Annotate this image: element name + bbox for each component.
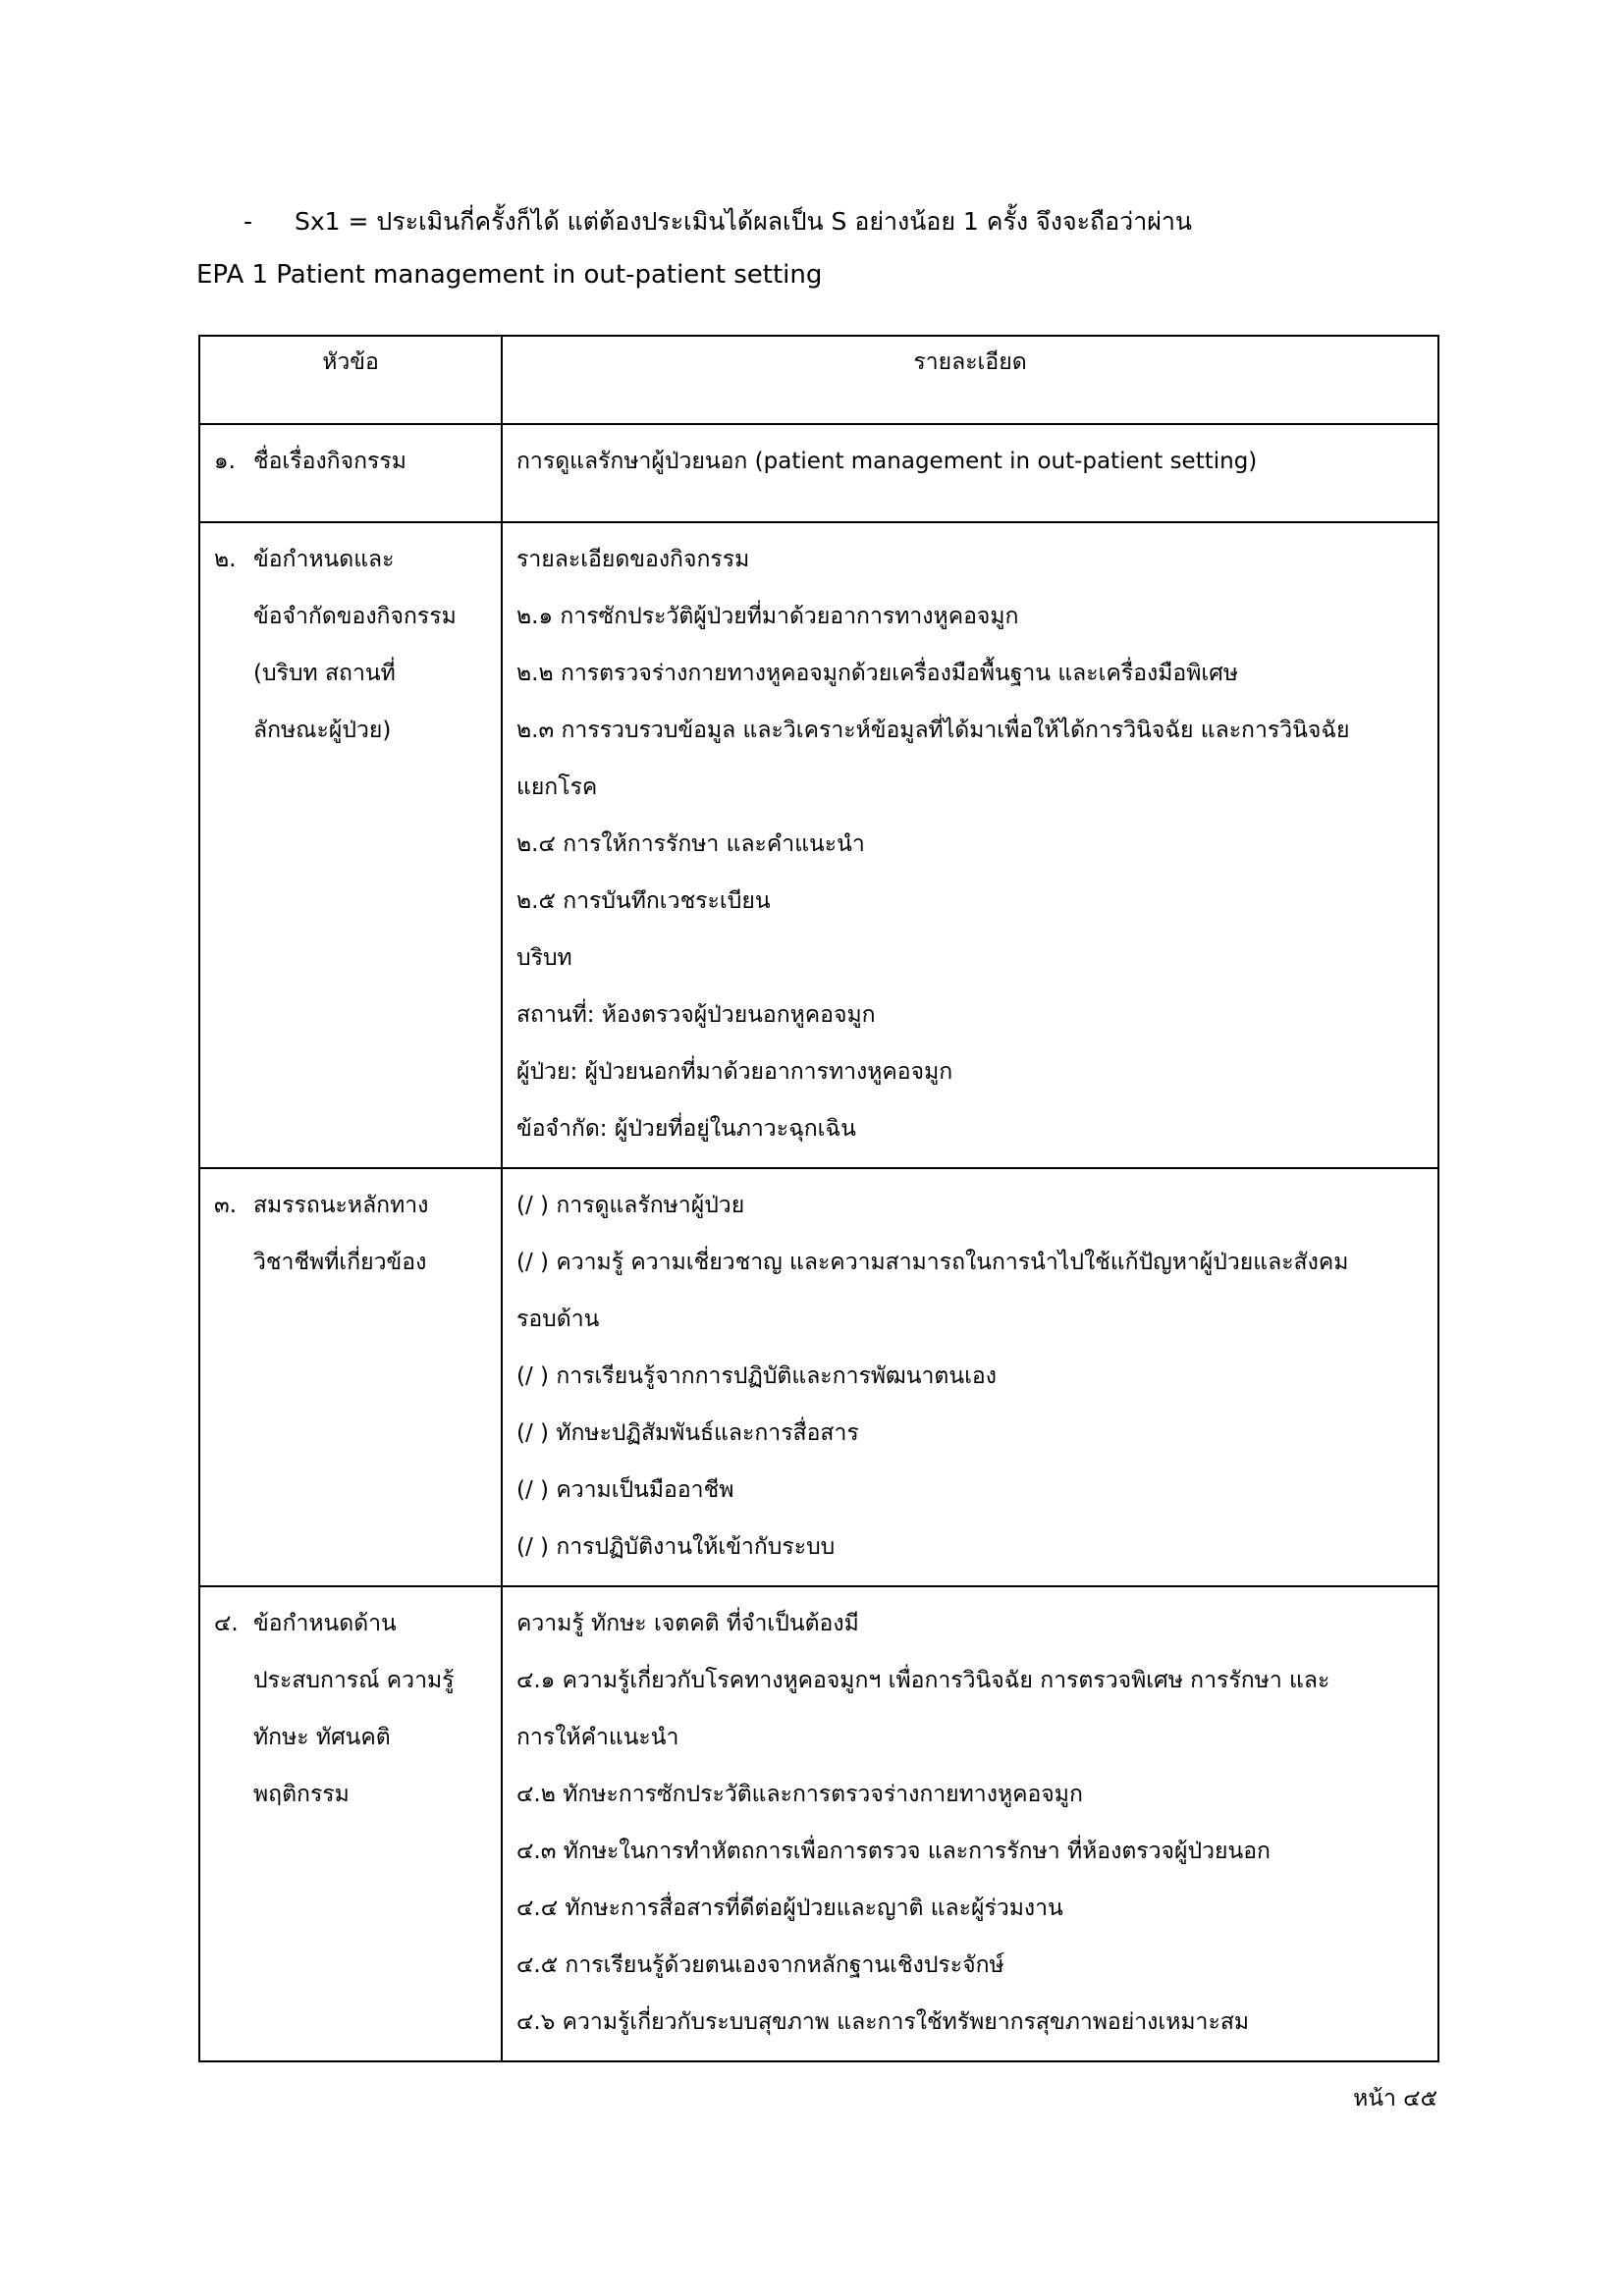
topic-number: ๔. xyxy=(214,1611,239,1636)
topic-text: (บริบท สถานที่ xyxy=(253,661,396,686)
topic-line xyxy=(214,1595,491,1652)
detail-line: รอบด้าน xyxy=(516,1307,600,1332)
epa-table xyxy=(198,335,1439,2062)
topic-line xyxy=(214,588,491,645)
detail-line: บริบท xyxy=(516,945,572,971)
table-row xyxy=(199,1168,1438,1586)
bullet-note xyxy=(244,204,1192,240)
table-body xyxy=(199,424,1438,2061)
topic-text: พฤติกรรม xyxy=(253,1782,350,1807)
detail-line: (/ ) การดูแลรักษาผู้ป่วย xyxy=(516,1193,745,1218)
topic-line xyxy=(214,702,491,759)
topic-text: ข้อจำกัดของกิจกรรม xyxy=(253,604,457,629)
topic-text: วิชาชีพที่เกี่ยวข้อง xyxy=(253,1250,427,1275)
detail-line: การดูแลรักษาผู้ป่วยนอก (patient management in out-patient setting) xyxy=(516,449,1258,474)
detail-line: ๒.๑ การซักประวัติผู้ป่วยที่มาด้วยอาการทางหูคอจมูก xyxy=(516,604,1019,629)
topic-number: ๑. xyxy=(214,449,236,474)
detail-line: ผู้ป่วย: ผู้ป่วยนอกที่มาด้วยอาการทางหูคอจมูก xyxy=(516,1059,953,1085)
epa-title: EPA 1 Patient management in out-patient setting xyxy=(196,260,823,290)
detail-line: ความรู้ ทักษะ เจตคติ ที่จำเป็นต้องมี xyxy=(516,1611,859,1636)
table-header-row xyxy=(199,336,1438,424)
detail-line: ๒.๕ การบันทึกเวชระเบียน xyxy=(516,888,771,914)
table-row xyxy=(199,424,1438,522)
topic-line xyxy=(214,531,491,588)
detail-line: (/ ) ความเป็นมืออาชีพ xyxy=(516,1477,734,1503)
detail-line: ๔.๔ ทักษะการสื่อสารที่ดีต่อผู้ป่วยและญาติ และผู้ร่วมงาน xyxy=(516,1896,1063,1921)
detail-line: ๔.๕ การเรียนรู้ด้วยตนเองจากหลักฐานเชิงประจักษ์ xyxy=(516,1952,1004,1978)
topic-text: ทักษะ ทัศนคติ xyxy=(253,1725,391,1750)
topic-cell xyxy=(199,1586,502,2061)
topic-text: ข้อกำหนดและ xyxy=(253,547,395,572)
header-topic: หัวข้อ xyxy=(199,336,502,424)
detail-line: ๒.๓ การรวบรวบข้อมูล และวิเคราะห์ข้อมูลที่ได้มาเพื่อให้ได้การวินิจฉัย และการวินิจฉัย xyxy=(516,718,1350,743)
detail-line: ๔.๓ ทักษะในการทำหัตถการเพื่อการตรวจ และการรักษา ที่ห้องตรวจผู้ป่วยนอก xyxy=(516,1839,1271,1864)
topic-line xyxy=(214,433,491,490)
detail-line: ๒.๔ การให้การรักษา และคำแนะนำ xyxy=(516,831,865,857)
detail-line: (/ ) ทักษะปฏิสัมพันธ์และการสื่อสาร xyxy=(516,1420,859,1446)
detail-line: การให้คำแนะนำ xyxy=(516,1725,679,1750)
topic-line xyxy=(214,1652,491,1709)
topic-text: ข้อกำหนดด้าน xyxy=(253,1611,397,1636)
table-row xyxy=(199,522,1438,1168)
topic-text: ชื่อเรื่องกิจกรรม xyxy=(253,449,406,474)
topic-cell xyxy=(199,522,502,1168)
topic-text: สมรรถนะหลักทาง xyxy=(253,1193,429,1218)
topic-line xyxy=(214,1709,491,1766)
detail-line: (/ ) การเรียนรู้จากการปฏิบัติและการพัฒนาตนเอง xyxy=(516,1363,997,1389)
topic-number: ๒. xyxy=(214,547,237,572)
table-row xyxy=(199,1586,1438,2061)
detail-line: ๔.๖ ความรู้เกี่ยวกับระบบสุขภาพ และการใช้ทรัพยากรสุขภาพอย่างเหมาะสม xyxy=(516,2009,1250,2035)
detail-cell xyxy=(502,1586,1438,2061)
detail-cell xyxy=(502,522,1438,1168)
detail-cell xyxy=(502,1168,1438,1586)
detail-line: ๒.๒ การตรวจร่างกายทางหูคอจมูกด้วยเครื่องมือพื้นฐาน และเครื่องมือพิเศษ xyxy=(516,661,1239,686)
detail-line: แยกโรค xyxy=(516,774,598,800)
bullet-dash: - xyxy=(244,207,253,236)
topic-cell xyxy=(199,1168,502,1586)
topic-text: ลักษณะผู้ป่วย) xyxy=(253,718,392,743)
topic-line xyxy=(214,1234,491,1291)
detail-line: ข้อจำกัด: ผู้ป่วยที่อยู่ในภาวะฉุกเฉิน xyxy=(516,1116,856,1142)
detail-line: (/ ) ความรู้ ความเชี่ยวชาญ และความสามารถในการนำไปใช้แก้ปัญหาผู้ป่วยและสังคม xyxy=(516,1250,1349,1275)
topic-number: ๓. xyxy=(214,1193,238,1218)
header-detail: รายละเอียด xyxy=(502,336,1438,424)
page-number: หน้า ๔๕ xyxy=(1353,2086,1437,2111)
topic-line xyxy=(214,645,491,702)
topic-line xyxy=(214,1177,491,1234)
topic-line xyxy=(214,1766,491,1823)
detail-cell xyxy=(502,424,1438,522)
detail-line: สถานที่: ห้องตรวจผู้ป่วยนอกหูคอจมูก xyxy=(516,1002,876,1028)
detail-line: (/ ) การปฏิบัติงานให้เข้ากับระบบ xyxy=(516,1534,836,1560)
topic-text: ประสบการณ์ ความรู้ xyxy=(253,1668,455,1693)
topic-cell xyxy=(199,424,502,522)
detail-line: รายละเอียดของกิจกรรม xyxy=(516,547,750,572)
detail-line: ๔.๑ ความรู้เกี่ยวกับโรคทางหูคอจมูกฯ เพื่อการวินิจฉัย การตรวจพิเศษ การรักษา และ xyxy=(516,1668,1330,1693)
detail-line: ๔.๒ ทักษะการซักประวัติและการตรวจร่างกายทางหูคอจมูก xyxy=(516,1782,1083,1807)
bullet-note-text: Sx1 = ประเมินกี่ครั้งก็ได้ แต่ต้องประเมินได้ผลเป็น S อย่างน้อย 1 ครั้ง จึงจะถือว่าผ่าน xyxy=(295,207,1193,236)
